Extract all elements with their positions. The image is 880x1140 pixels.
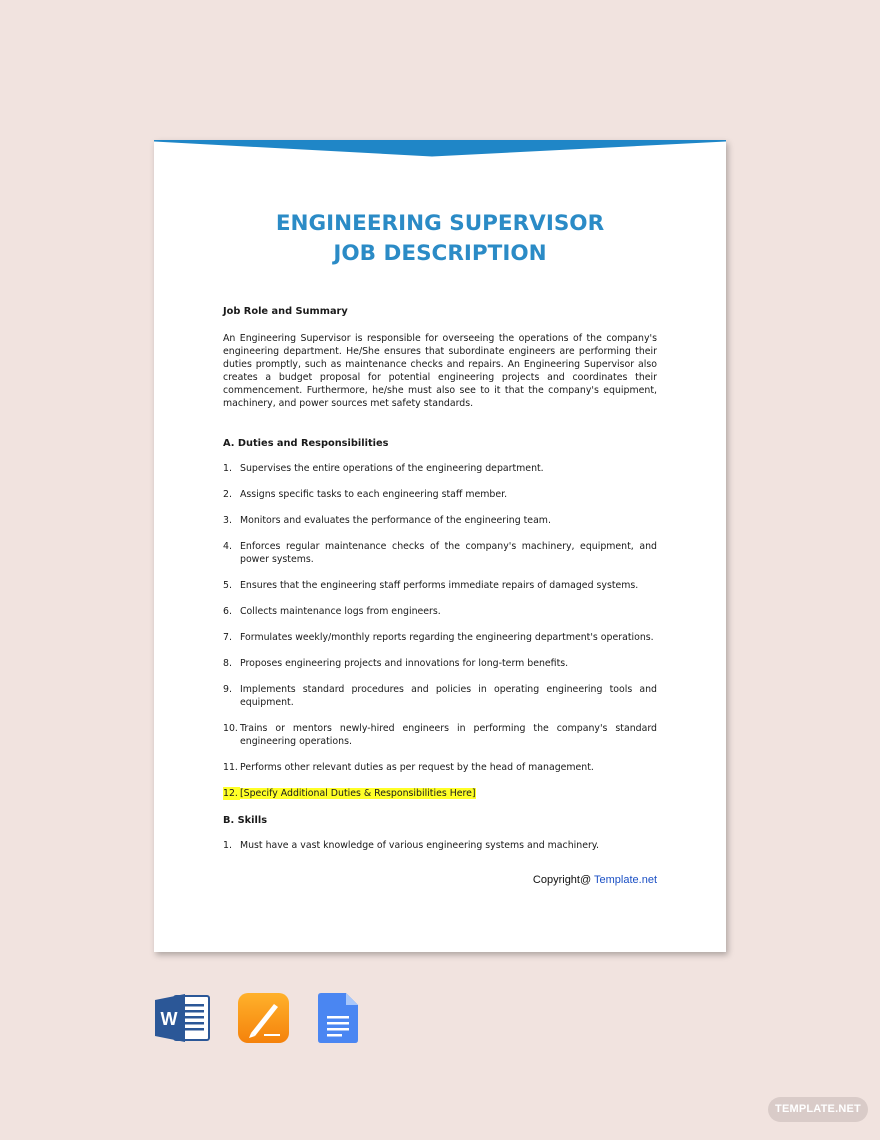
list-item-number: 1. <box>223 463 232 474</box>
list-item <box>223 839 657 852</box>
list-item <box>223 683 657 709</box>
list-item-number: 6. <box>223 606 232 617</box>
list-item-number: 7. <box>223 632 232 643</box>
list-item-number: 9. <box>223 684 232 695</box>
list-item <box>223 488 657 501</box>
document-page <box>154 140 726 952</box>
summary-heading: Job Role and Summary <box>223 306 348 317</box>
list-item-text: Ensures that the engineering staff performs immediate repairs of damaged systems. <box>240 580 639 591</box>
template-watermark: TEMPLATE.NET <box>768 1097 868 1122</box>
svg-text:W: W <box>160 1009 178 1029</box>
list-item-text: Assigns specific tasks to each engineering staff member. <box>240 489 508 500</box>
list-item-text <box>240 787 476 800</box>
list-item <box>223 722 657 748</box>
list-item <box>223 605 657 618</box>
duties-heading: A. Duties and Responsibilities <box>223 438 389 449</box>
list-item-text: Supervises the entire operations of the engineering department. <box>240 463 544 474</box>
skills-list <box>223 839 657 852</box>
list-item-number: 2. <box>223 489 232 500</box>
list-item-text: Implements standard procedures and policies in operating engineering tools and equipment. <box>240 684 657 708</box>
copyright-notice <box>154 874 657 886</box>
pages-icon[interactable] <box>238 993 290 1043</box>
skills-heading: B. Skills <box>223 815 268 826</box>
document-title <box>154 209 726 269</box>
list-item-number: 4. <box>223 541 232 552</box>
list-item-number: 11. <box>223 762 238 773</box>
list-item <box>223 657 657 670</box>
document-body <box>223 305 657 865</box>
list-item-number: 5. <box>223 580 232 591</box>
list-item-number: 3. <box>223 515 232 526</box>
list-item <box>223 787 657 800</box>
list-item <box>223 631 657 644</box>
list-item-text: Performs other relevant duties as per request by the head of management. <box>240 762 594 773</box>
list-item <box>223 761 657 774</box>
summary-paragraph: An Engineering Supervisor is responsible for overseeing the operations of the company's engineering department. He/She ensures that subordinate engineers are performing their duties promptly, such as maintenance checks and repairs. An Engineering Supervisor also creates a budget proposal for potential engineering projects and coordinates their commencement. Furthermore, he/she must also see to it that the company's equipment, machinery, and power sources met safety standards. <box>223 333 657 409</box>
list-item-number: 10. <box>223 723 238 734</box>
word-icon[interactable] <box>155 993 210 1043</box>
list-item-text: Monitors and evaluates the performance of the engineering team. <box>240 515 551 526</box>
copyright-link[interactable]: Template.net <box>594 874 657 886</box>
list-item-number: 1. <box>223 840 232 851</box>
list-item <box>223 540 657 566</box>
list-item <box>223 462 657 475</box>
list-item <box>223 579 657 592</box>
list-item-text: Proposes engineering projects and innovations for long-term benefits. <box>240 658 569 669</box>
highlighted-placeholder: [Specify Additional Duties & Responsibilities Here] <box>240 788 476 799</box>
list-item-text: Formulates weekly/monthly reports regarding the engineering department's operations. <box>240 632 654 643</box>
duties-list <box>223 462 657 800</box>
list-item-text: Trains or mentors newly-hired engineers in performing the company's standard engineering operations. <box>240 723 657 747</box>
list-item-text: Must have a vast knowledge of various engineering systems and machinery. <box>240 840 599 851</box>
list-item-number: 8. <box>223 658 232 669</box>
google-docs-icon[interactable] <box>318 993 360 1043</box>
list-item-text: Enforces regular maintenance checks of the company's machinery, equipment, and power systems. <box>240 541 657 565</box>
copyright-prefix: Copyright@ <box>532 874 592 886</box>
list-item <box>223 514 657 527</box>
list-item-number: 12. <box>223 787 240 800</box>
list-item-text: Collects maintenance logs from engineers. <box>240 606 441 617</box>
title-line-1: ENGINEERING SUPERVISOR <box>275 211 605 236</box>
title-line-2: JOB DESCRIPTION <box>333 241 547 266</box>
page-header-banner <box>154 140 726 157</box>
